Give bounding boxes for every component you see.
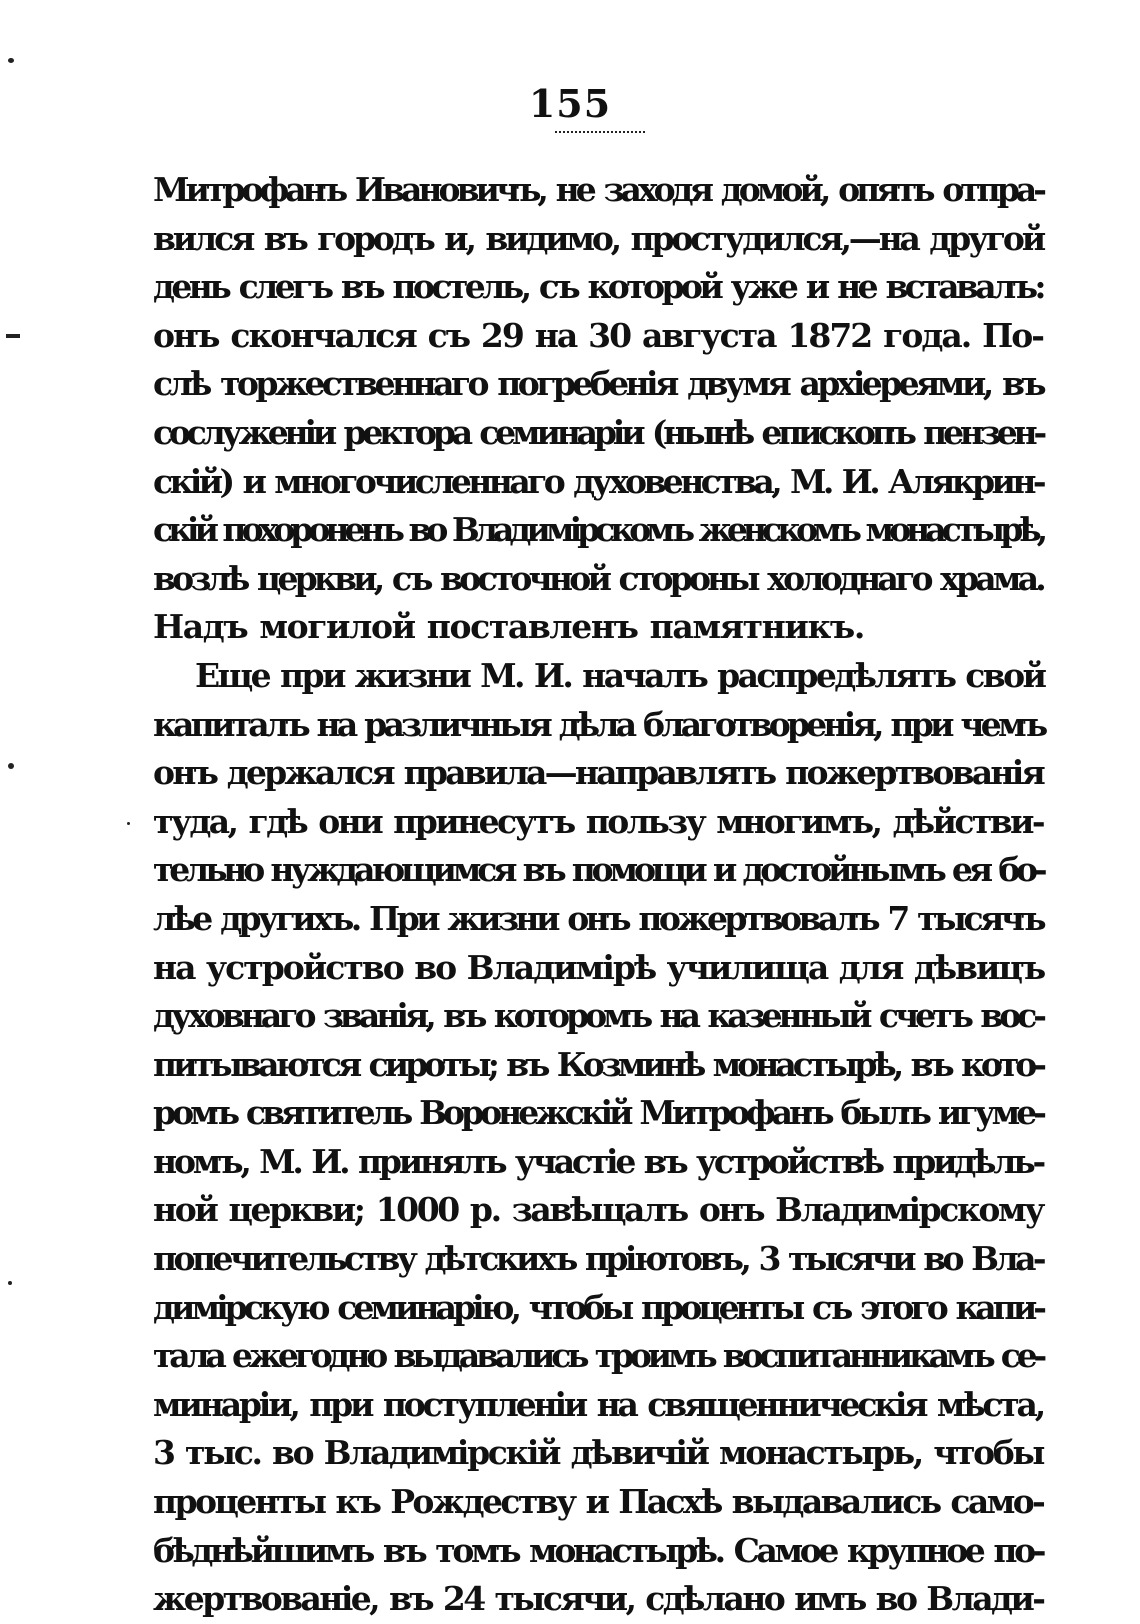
- text-line: 3 тыс. во Владимірскій дѣвичій монастырь, чтобы: [153, 1433, 1043, 1473]
- margin-speck: [8, 58, 14, 63]
- text-line: лѣе другихъ. При жизни онъ пожертвовалъ 7 тысячъ: [153, 898, 1043, 938]
- text-line: день слегъ въ постель, съ которой уже и не вставалъ:: [153, 267, 1043, 307]
- text-line: попечительству дѣтскихъ пріютовъ, 3 тысячи во Вла-: [153, 1239, 1043, 1279]
- text-line: бѣднѣйшимъ въ томъ монастырѣ. Самое крупное по-: [153, 1530, 1043, 1570]
- text-line: возлѣ церкви, съ восточной стороны холоднаго храма.: [153, 558, 1043, 598]
- text-line: онъ держался правила—направлять пожертвованія: [153, 753, 1044, 793]
- text-line: скій похороненъ во Владимірскомъ женскомъ монастырѣ,: [153, 510, 1044, 550]
- text-line: проценты къ Рождеству и Пасхѣ выдавались само-: [153, 1482, 1044, 1522]
- margin-speck: [127, 822, 130, 825]
- text-line: вился въ городъ и, видимо, простудился,—на другой: [153, 218, 1043, 258]
- body-text: [153, 166, 1043, 1624]
- text-line: слѣ торжественнаго погребенія двумя архіереями, въ: [153, 364, 1043, 404]
- text-line: ромъ святитель Воронежскій Митрофанъ былъ игуме-: [153, 1093, 1043, 1133]
- text-line: ной церкви; 1000 р. завѣщалъ онъ Владимірскому: [153, 1190, 1043, 1230]
- text-line: Надъ могилой поставленъ памятникъ.: [153, 607, 864, 647]
- margin-speck: [8, 763, 14, 769]
- text-line: сослуженіи ректора семинаріи (нынѣ епископъ пензен-: [153, 412, 1043, 452]
- text-line: онъ скончался съ 29 на 30 августа 1872 года. По-: [153, 315, 1043, 355]
- text-line: скій) и многочисленнаго духовенства, М. И. Алякрин-: [153, 461, 1043, 501]
- page-number: 155: [528, 81, 612, 126]
- margin-dash-mark: [6, 334, 20, 338]
- text-line: номъ, М. И. принялъ участіе въ устройствѣ придѣль-: [153, 1141, 1043, 1181]
- margin-speck: [8, 1281, 12, 1285]
- text-line: Митрофанъ Ивановичъ, не заходя домой, опять отпра-: [153, 170, 1043, 209]
- text-line: туда, гдѣ они принесутъ пользу многимъ, дѣйстви-: [153, 801, 1043, 841]
- text-line: минаріи, при поступленіи на священническія мѣста,: [153, 1384, 1043, 1424]
- text-line: на устройство во Владимірѣ училища для дѣвицъ: [153, 947, 1045, 987]
- text-line: тельно нуждающимся въ помощи и достойнымъ ея бо-: [153, 850, 1044, 890]
- paragraph-first-line: Еще при жизни М. И. началъ распредѣлять свой: [195, 655, 1045, 695]
- text-line: жертвованіе, въ 24 тысячи, сдѣлано имъ во Влади-: [153, 1579, 1044, 1619]
- text-line: питываются сироты; въ Козминѣ монастырѣ, въ кото-: [153, 1044, 1043, 1084]
- text-line: димірскую семинарію, чтобы проценты съ этого капи-: [153, 1287, 1043, 1327]
- text-line: капиталъ на различныя дѣла благотворенія, при чемъ: [153, 704, 1045, 744]
- text-line: тала ежегодно выдавались троимъ воспитанникамъ се-: [153, 1336, 1043, 1376]
- text-line: духовнаго званія, въ которомъ на казенный счетъ вос-: [153, 996, 1043, 1036]
- page-number-rule: [555, 131, 645, 133]
